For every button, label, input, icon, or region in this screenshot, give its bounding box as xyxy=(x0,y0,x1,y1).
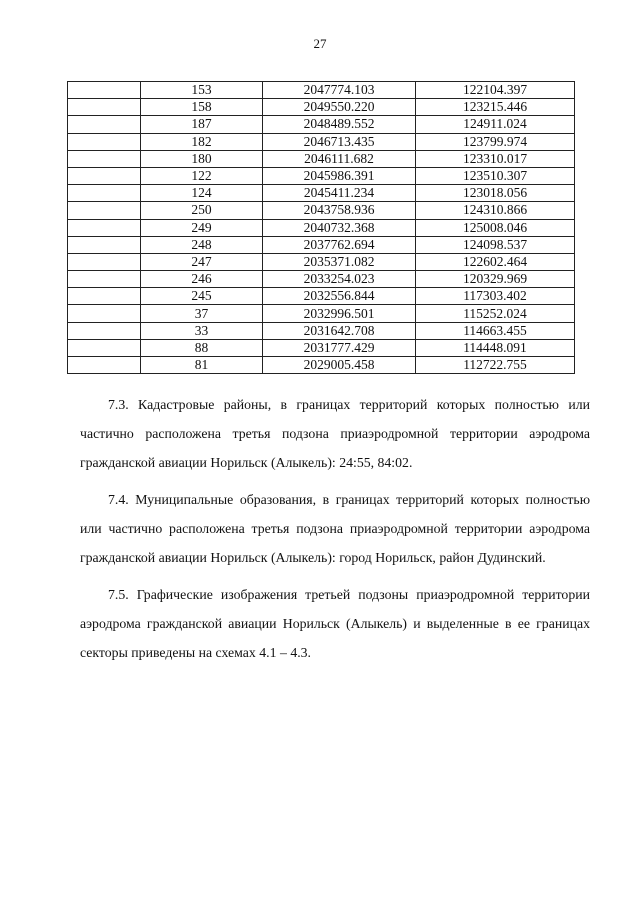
x-coordinate-cell: 2043758.936 xyxy=(263,202,416,219)
empty-cell xyxy=(68,116,141,133)
x-coordinate-cell: 2031777.429 xyxy=(263,339,416,356)
y-coordinate-cell: 117303.402 xyxy=(416,288,575,305)
x-coordinate-cell: 2033254.023 xyxy=(263,271,416,288)
table-row xyxy=(68,219,575,236)
y-coordinate-cell: 123018.056 xyxy=(416,185,575,202)
x-coordinate-cell: 2048489.552 xyxy=(263,116,416,133)
paragraph-7-5-text: 7.5. Графические изображения третьей подзоны приаэродромной территории аэродрома гражданской авиации Норильск (Алыкель) и выделенные в ее границах секторы приведены на схемах 4.1 – 4.3. xyxy=(80,587,590,660)
point-number-cell: 180 xyxy=(141,150,263,167)
table-row xyxy=(68,202,575,219)
table-row xyxy=(68,305,575,322)
empty-cell xyxy=(68,357,141,374)
point-number-cell: 124 xyxy=(141,185,263,202)
point-number-cell: 37 xyxy=(141,305,263,322)
point-number-cell: 245 xyxy=(141,288,263,305)
paragraph-7-4 xyxy=(80,485,590,572)
table-row xyxy=(68,150,575,167)
paragraph-7-3-text: 7.3. Кадастровые районы, в границах территорий которых полностью или частично расположена третья подзона приаэродромной территории аэродрома гражданской авиации Норильск (Алыкель): 24:55, 84:02. xyxy=(80,397,590,470)
y-coordinate-cell: 124098.537 xyxy=(416,236,575,253)
y-coordinate-cell: 125008.046 xyxy=(416,219,575,236)
point-number-cell: 122 xyxy=(141,167,263,184)
coordinates-table xyxy=(67,81,575,374)
x-coordinate-cell: 2049550.220 xyxy=(263,99,416,116)
table-row xyxy=(68,167,575,184)
table-row xyxy=(68,236,575,253)
table-row xyxy=(68,339,575,356)
table-row xyxy=(68,185,575,202)
y-coordinate-cell: 122602.464 xyxy=(416,253,575,270)
empty-cell xyxy=(68,167,141,184)
point-number-cell: 153 xyxy=(141,82,263,99)
table-row xyxy=(68,133,575,150)
y-coordinate-cell: 123799.974 xyxy=(416,133,575,150)
empty-cell xyxy=(68,271,141,288)
page-number: 27 xyxy=(313,36,327,51)
table-row xyxy=(68,288,575,305)
empty-cell xyxy=(68,99,141,116)
y-coordinate-cell: 114448.091 xyxy=(416,339,575,356)
x-coordinate-cell: 2046713.435 xyxy=(263,133,416,150)
point-number-cell: 248 xyxy=(141,236,263,253)
body-text xyxy=(80,390,590,675)
y-coordinate-cell: 123215.446 xyxy=(416,99,575,116)
y-coordinate-cell: 122104.397 xyxy=(416,82,575,99)
paragraph-7-4-text: 7.4. Муниципальные образования, в границах территорий которых полностью или частично расположена третья подзона приаэродромной территории аэродрома гражданской авиации Норильск (Алыкель): город Норильск, район Дудинский. xyxy=(80,492,590,565)
x-coordinate-cell: 2035371.082 xyxy=(263,253,416,270)
x-coordinate-cell: 2037762.694 xyxy=(263,236,416,253)
table-row xyxy=(68,357,575,374)
x-coordinate-cell: 2045986.391 xyxy=(263,167,416,184)
x-coordinate-cell: 2045411.234 xyxy=(263,185,416,202)
empty-cell xyxy=(68,185,141,202)
y-coordinate-cell: 114663.455 xyxy=(416,322,575,339)
table-row xyxy=(68,99,575,116)
point-number-cell: 81 xyxy=(141,357,263,374)
coordinates-table-body xyxy=(68,82,575,374)
table-row xyxy=(68,271,575,288)
x-coordinate-cell: 2032556.844 xyxy=(263,288,416,305)
point-number-cell: 247 xyxy=(141,253,263,270)
x-coordinate-cell: 2040732.368 xyxy=(263,219,416,236)
point-number-cell: 158 xyxy=(141,99,263,116)
y-coordinate-cell: 115252.024 xyxy=(416,305,575,322)
paragraph-7-5 xyxy=(80,580,590,667)
point-number-cell: 187 xyxy=(141,116,263,133)
empty-cell xyxy=(68,288,141,305)
empty-cell xyxy=(68,305,141,322)
x-coordinate-cell: 2047774.103 xyxy=(263,82,416,99)
table-row xyxy=(68,116,575,133)
y-coordinate-cell: 124310.866 xyxy=(416,202,575,219)
x-coordinate-cell: 2029005.458 xyxy=(263,357,416,374)
empty-cell xyxy=(68,133,141,150)
empty-cell xyxy=(68,219,141,236)
table-row xyxy=(68,253,575,270)
empty-cell xyxy=(68,82,141,99)
y-coordinate-cell: 120329.969 xyxy=(416,271,575,288)
y-coordinate-cell: 123310.017 xyxy=(416,150,575,167)
empty-cell xyxy=(68,236,141,253)
point-number-cell: 88 xyxy=(141,339,263,356)
point-number-cell: 250 xyxy=(141,202,263,219)
empty-cell xyxy=(68,202,141,219)
x-coordinate-cell: 2046111.682 xyxy=(263,150,416,167)
point-number-cell: 33 xyxy=(141,322,263,339)
empty-cell xyxy=(68,150,141,167)
point-number-cell: 246 xyxy=(141,271,263,288)
y-coordinate-cell: 124911.024 xyxy=(416,116,575,133)
point-number-cell: 182 xyxy=(141,133,263,150)
x-coordinate-cell: 2032996.501 xyxy=(263,305,416,322)
y-coordinate-cell: 123510.307 xyxy=(416,167,575,184)
y-coordinate-cell: 112722.755 xyxy=(416,357,575,374)
point-number-cell: 249 xyxy=(141,219,263,236)
empty-cell xyxy=(68,253,141,270)
table-row xyxy=(68,82,575,99)
paragraph-7-3 xyxy=(80,390,590,477)
table-row xyxy=(68,322,575,339)
empty-cell xyxy=(68,322,141,339)
x-coordinate-cell: 2031642.708 xyxy=(263,322,416,339)
empty-cell xyxy=(68,339,141,356)
